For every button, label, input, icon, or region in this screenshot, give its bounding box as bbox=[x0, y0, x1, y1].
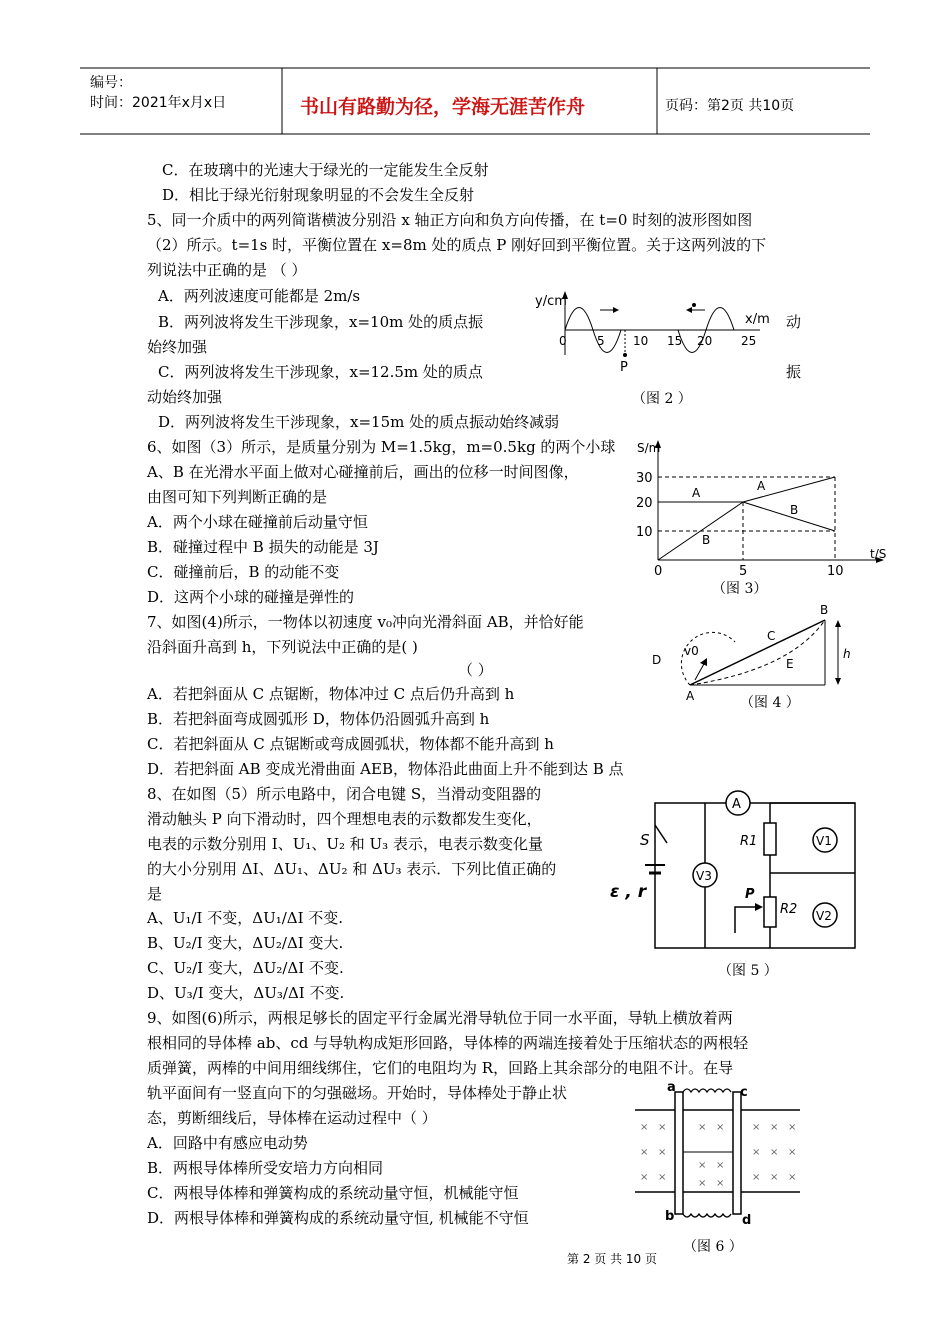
label-b: B bbox=[820, 603, 829, 617]
svg-text:×: × bbox=[788, 1122, 797, 1133]
tick-s30: 30 bbox=[636, 471, 653, 486]
q5-option-a: A．两列波速度可能都是 2m/s bbox=[158, 287, 361, 305]
svg-text:×: × bbox=[752, 1147, 761, 1158]
q8-stem-line3: 电表的示数分别用 I、U₁、U₂ 和 U₃ 表示，电表示数变化量 bbox=[147, 835, 543, 853]
tick-5: 5 bbox=[597, 334, 605, 348]
slider-arrow-icon bbox=[755, 903, 763, 911]
right-arrow-icon bbox=[613, 307, 619, 313]
label-b: b bbox=[665, 1209, 675, 1224]
x-axis-label: x/m bbox=[745, 312, 770, 327]
svg-text:×: × bbox=[788, 1147, 797, 1158]
h-arrow-down-icon bbox=[835, 678, 841, 685]
label-b-before: B bbox=[702, 533, 711, 547]
q5-option-c-tail: 振 bbox=[786, 363, 802, 381]
label-c: C bbox=[767, 629, 776, 643]
svg-text:×: × bbox=[698, 1178, 707, 1189]
svg-text:×: × bbox=[716, 1178, 725, 1189]
tick-10: 10 bbox=[633, 334, 649, 348]
q4-option-d: D．相比于绿光衍射现象明显的不会发生全反射 bbox=[162, 186, 475, 204]
svg-text:×: × bbox=[698, 1122, 707, 1133]
svg-text:×: × bbox=[640, 1122, 649, 1133]
q9-stem-line4: 轨平面间有一竖直向下的匀强磁场。开始时，导体棒处于静止状 bbox=[147, 1084, 568, 1102]
switch-s-icon bbox=[655, 825, 667, 843]
svg-text:×: × bbox=[658, 1172, 667, 1183]
q6-stem-line2: A、B 在光滑水平面上做对心碰撞前后，画出的位移一时间图像， bbox=[147, 463, 579, 481]
svg-text:×: × bbox=[658, 1147, 667, 1158]
q5-stem-line3: 列说法中正确的是 （ ） bbox=[147, 261, 307, 279]
figure-6-caption: （图 6 ） bbox=[683, 1239, 743, 1255]
q9-stem-line1: 9、如图(6)所示，两根足够长的固定平行金属光滑导轨位于同一水平面，导轨上横放着两 bbox=[147, 1009, 733, 1027]
slider-p-label: P bbox=[745, 887, 755, 902]
q5-option-c-cont: 动始终加强 bbox=[147, 388, 223, 406]
figure-6-rails bbox=[620, 1080, 805, 1240]
svg-text:×: × bbox=[640, 1172, 649, 1183]
label-v0: v0 bbox=[684, 644, 699, 658]
q7-option-a: A．若把斜面从 C 点锯断，物体冲过 C 点后仍升高到 h bbox=[147, 685, 515, 703]
spring-top-icon bbox=[683, 1089, 731, 1092]
figure-3-caption: （图 3） bbox=[712, 581, 768, 597]
svg-text:×: × bbox=[788, 1172, 797, 1183]
q6-stem-line1: 6、如图（3）所示，是质量分别为 M=1.5kg，m=0.5kg 的两个小球 bbox=[147, 438, 616, 456]
peak-point bbox=[692, 303, 696, 307]
svg-text:×: × bbox=[658, 1122, 667, 1133]
label-d: D bbox=[652, 653, 662, 667]
q6-option-b: B．碰撞过程中 B 损失的动能是 3J bbox=[147, 538, 379, 556]
svg-text:×: × bbox=[716, 1122, 725, 1133]
svg-text:×: × bbox=[752, 1122, 761, 1133]
tick-25: 25 bbox=[741, 334, 757, 348]
q7-stem-line2: 沿斜面升高到 h，下列说法中正确的是( ) bbox=[147, 638, 418, 656]
line-b-after bbox=[743, 502, 835, 531]
header-frame bbox=[0, 0, 950, 140]
q5-option-b-cont: 始终加强 bbox=[147, 338, 208, 356]
r2-label: R2 bbox=[780, 902, 798, 917]
tick-t10: 10 bbox=[827, 564, 844, 579]
resistor-r2-icon bbox=[764, 897, 776, 927]
r1-label: R1 bbox=[740, 834, 758, 849]
svg-text:×: × bbox=[770, 1172, 779, 1183]
q7-answer-blank: （ ） bbox=[458, 661, 493, 679]
q8-option-b: B、U₂/I 变大，ΔU₂/ΔI 变大. bbox=[147, 934, 344, 952]
q7-option-b: B．若把斜面弯成圆弧形 D，物体仍沿圆弧升高到 h bbox=[147, 710, 490, 728]
q9-stem-line2: 根相同的导体棒 ab、cd 与导轨构成矩形回路，导体棒的两端连接着处于压缩状态的两根轻 bbox=[147, 1034, 749, 1052]
q9-stem-line5: 态，剪断细线后，导体棒在运动过程中（ ） bbox=[147, 1109, 437, 1127]
tick-0: 0 bbox=[559, 334, 567, 348]
figure-3-st-graph bbox=[630, 432, 900, 580]
q8-option-a: A、U₁/I 不变，ΔU₁/ΔI 不变. bbox=[147, 909, 344, 927]
q5-option-b: B．两列波将发生干涉现象，x=10m 处的质点振 bbox=[158, 313, 484, 331]
q8-stem-line4: 的大小分别用 ΔI、ΔU₁、ΔU₂ 和 ΔU₃ 表示．下列比值正确的 bbox=[147, 860, 557, 878]
spring-bottom-icon bbox=[683, 1214, 731, 1217]
q5-option-d: D．两列波将发生干涉现象，x=15m 处的质点振动始终减弱 bbox=[158, 413, 560, 431]
label-h: h bbox=[843, 647, 851, 661]
q7-option-d: D．若把斜面 AB 变成光滑曲面 AEB，物体沿此曲面上升不能到达 B 点 bbox=[147, 760, 624, 778]
q8-stem-line2: 滑动触头 P 向下滑动时，四个理想电表的示数都发生变化， bbox=[147, 810, 542, 828]
figure-5-circuit bbox=[605, 785, 870, 960]
figure-5-caption: （图 5 ） bbox=[718, 963, 778, 979]
t-axis-label: t/S bbox=[870, 547, 887, 561]
rod-ab bbox=[675, 1092, 683, 1214]
q8-option-d: D、U₃/I 变大，ΔU₃/ΔI 不变. bbox=[147, 984, 345, 1002]
point-p-label: P bbox=[620, 360, 628, 375]
doc-number-label: 编号： bbox=[90, 75, 132, 91]
label-a-after: A bbox=[757, 479, 766, 493]
svg-text:×: × bbox=[752, 1172, 761, 1183]
figure-4-caption: （图 4 ） bbox=[740, 695, 800, 711]
q8-option-c: C、U₂/I 变大，ΔU₂/ΔI 不变. bbox=[147, 959, 344, 977]
svg-text:×: × bbox=[770, 1122, 779, 1133]
tick-s20: 20 bbox=[636, 496, 653, 511]
svg-text:×: × bbox=[640, 1147, 649, 1158]
q8-stem-line5: 是 bbox=[147, 885, 163, 903]
q6-stem-line3: 由图可知下列判断正确的是 bbox=[147, 488, 328, 506]
q9-option-b: B．两根导体棒所受安培力方向相同 bbox=[147, 1159, 384, 1177]
arc-d bbox=[681, 632, 735, 685]
q9-option-a: A．回路中有感应电动势 bbox=[147, 1134, 308, 1152]
q6-option-a: A．两个小球在碰撞前后动量守恒 bbox=[147, 513, 368, 531]
figure-2-caption: （图 2 ） bbox=[632, 391, 692, 407]
tick-15: 15 bbox=[667, 334, 683, 348]
q8-stem-line1: 8、在如图（5）所示电路中，闭合电键 S，当滑动变阻器的 bbox=[147, 785, 542, 803]
y-axis-label: y/cm bbox=[535, 294, 567, 309]
v2-label: V2 bbox=[816, 909, 832, 923]
magnetic-field-crosses bbox=[640, 1122, 796, 1189]
v0-arrow-shaft bbox=[695, 662, 705, 680]
label-d: d bbox=[742, 1213, 752, 1228]
label-c: c bbox=[740, 1085, 748, 1100]
incline-ab bbox=[690, 620, 825, 685]
page-footer: 第 2 页 共 10 页 bbox=[567, 1252, 657, 1266]
left-arrow-icon bbox=[686, 307, 692, 313]
slider-wire bbox=[735, 907, 761, 933]
svg-text:×: × bbox=[770, 1147, 779, 1158]
q9-option-c: C．两根导体棒和弹簧构成的系统动量守恒，机械能守恒 bbox=[147, 1184, 519, 1202]
resistor-r1-icon bbox=[764, 823, 776, 855]
q7-option-c: C．若把斜面从 C 点锯断或弯成圆弧状，物体都不能升高到 h bbox=[147, 735, 554, 753]
ammeter-label: A bbox=[732, 797, 741, 812]
header-page-label: 页码：第2页 共10页 bbox=[665, 98, 795, 114]
p-point bbox=[623, 353, 627, 357]
tick-t0: 0 bbox=[654, 564, 663, 579]
svg-text:×: × bbox=[698, 1160, 707, 1171]
tick-s10: 10 bbox=[636, 525, 653, 540]
label-a: A bbox=[686, 689, 695, 703]
tick-t5: 5 bbox=[739, 564, 748, 579]
q5-stem-line1: 5、同一介质中的两列简谐横波分别沿 x 轴正方向和负方向传播，在 t=0 时刻的波形图如图 bbox=[147, 211, 753, 229]
figure-2-wave bbox=[530, 285, 780, 385]
q5-option-c: C．两列波将发生干涉现象，x=12.5m 处的质点 bbox=[158, 363, 483, 381]
header-motto: 书山有路勤为径，学海无涯苦作舟 bbox=[300, 96, 586, 118]
q6-option-c: C．碰撞前后，B 的动能不变 bbox=[147, 563, 340, 581]
v3-label: V3 bbox=[696, 869, 712, 883]
label-b-after: B bbox=[790, 503, 799, 517]
s-axis-label: S/m bbox=[637, 441, 661, 455]
tick-20: 20 bbox=[697, 334, 713, 348]
label-a: a bbox=[667, 1080, 676, 1095]
q5-stem-line2: （2）所示。t=1s 时，平衡位置在 x=8m 处的质点 P 刚好回到平衡位置。关于这两列波的下 bbox=[147, 236, 767, 254]
q4-option-c: C．在玻璃中的光速大于绿光的一定能发生全反射 bbox=[162, 161, 489, 179]
label-e: E bbox=[786, 657, 794, 671]
svg-text:×: × bbox=[716, 1160, 725, 1171]
rod-cd bbox=[733, 1092, 741, 1214]
q5-option-b-tail: 动 bbox=[786, 313, 802, 331]
label-a-before: A bbox=[692, 486, 701, 500]
q7-stem-line1: 7、如图(4)所示，一物体以初速度 v₀冲向光滑斜面 AB，并恰好能 bbox=[147, 613, 584, 631]
doc-date-label: 时间：2021年x月x日 bbox=[90, 95, 227, 111]
h-arrow-up-icon bbox=[835, 620, 841, 627]
q9-option-d: D．两根导体棒和弹簧构成的系统动量守恒, 机械能不守恒 bbox=[147, 1209, 529, 1227]
switch-label: S bbox=[640, 831, 650, 849]
q9-stem-line3: 质弹簧，两棒的中间用细线绑住，它们的电阻均为 R，回路上其余部分的电阻不计。在导 bbox=[147, 1059, 734, 1077]
q6-option-d: D．这两个小球的碰撞是弹性的 bbox=[147, 588, 355, 606]
v1-label: V1 bbox=[816, 834, 832, 848]
emf-label: ε , r bbox=[610, 882, 647, 902]
